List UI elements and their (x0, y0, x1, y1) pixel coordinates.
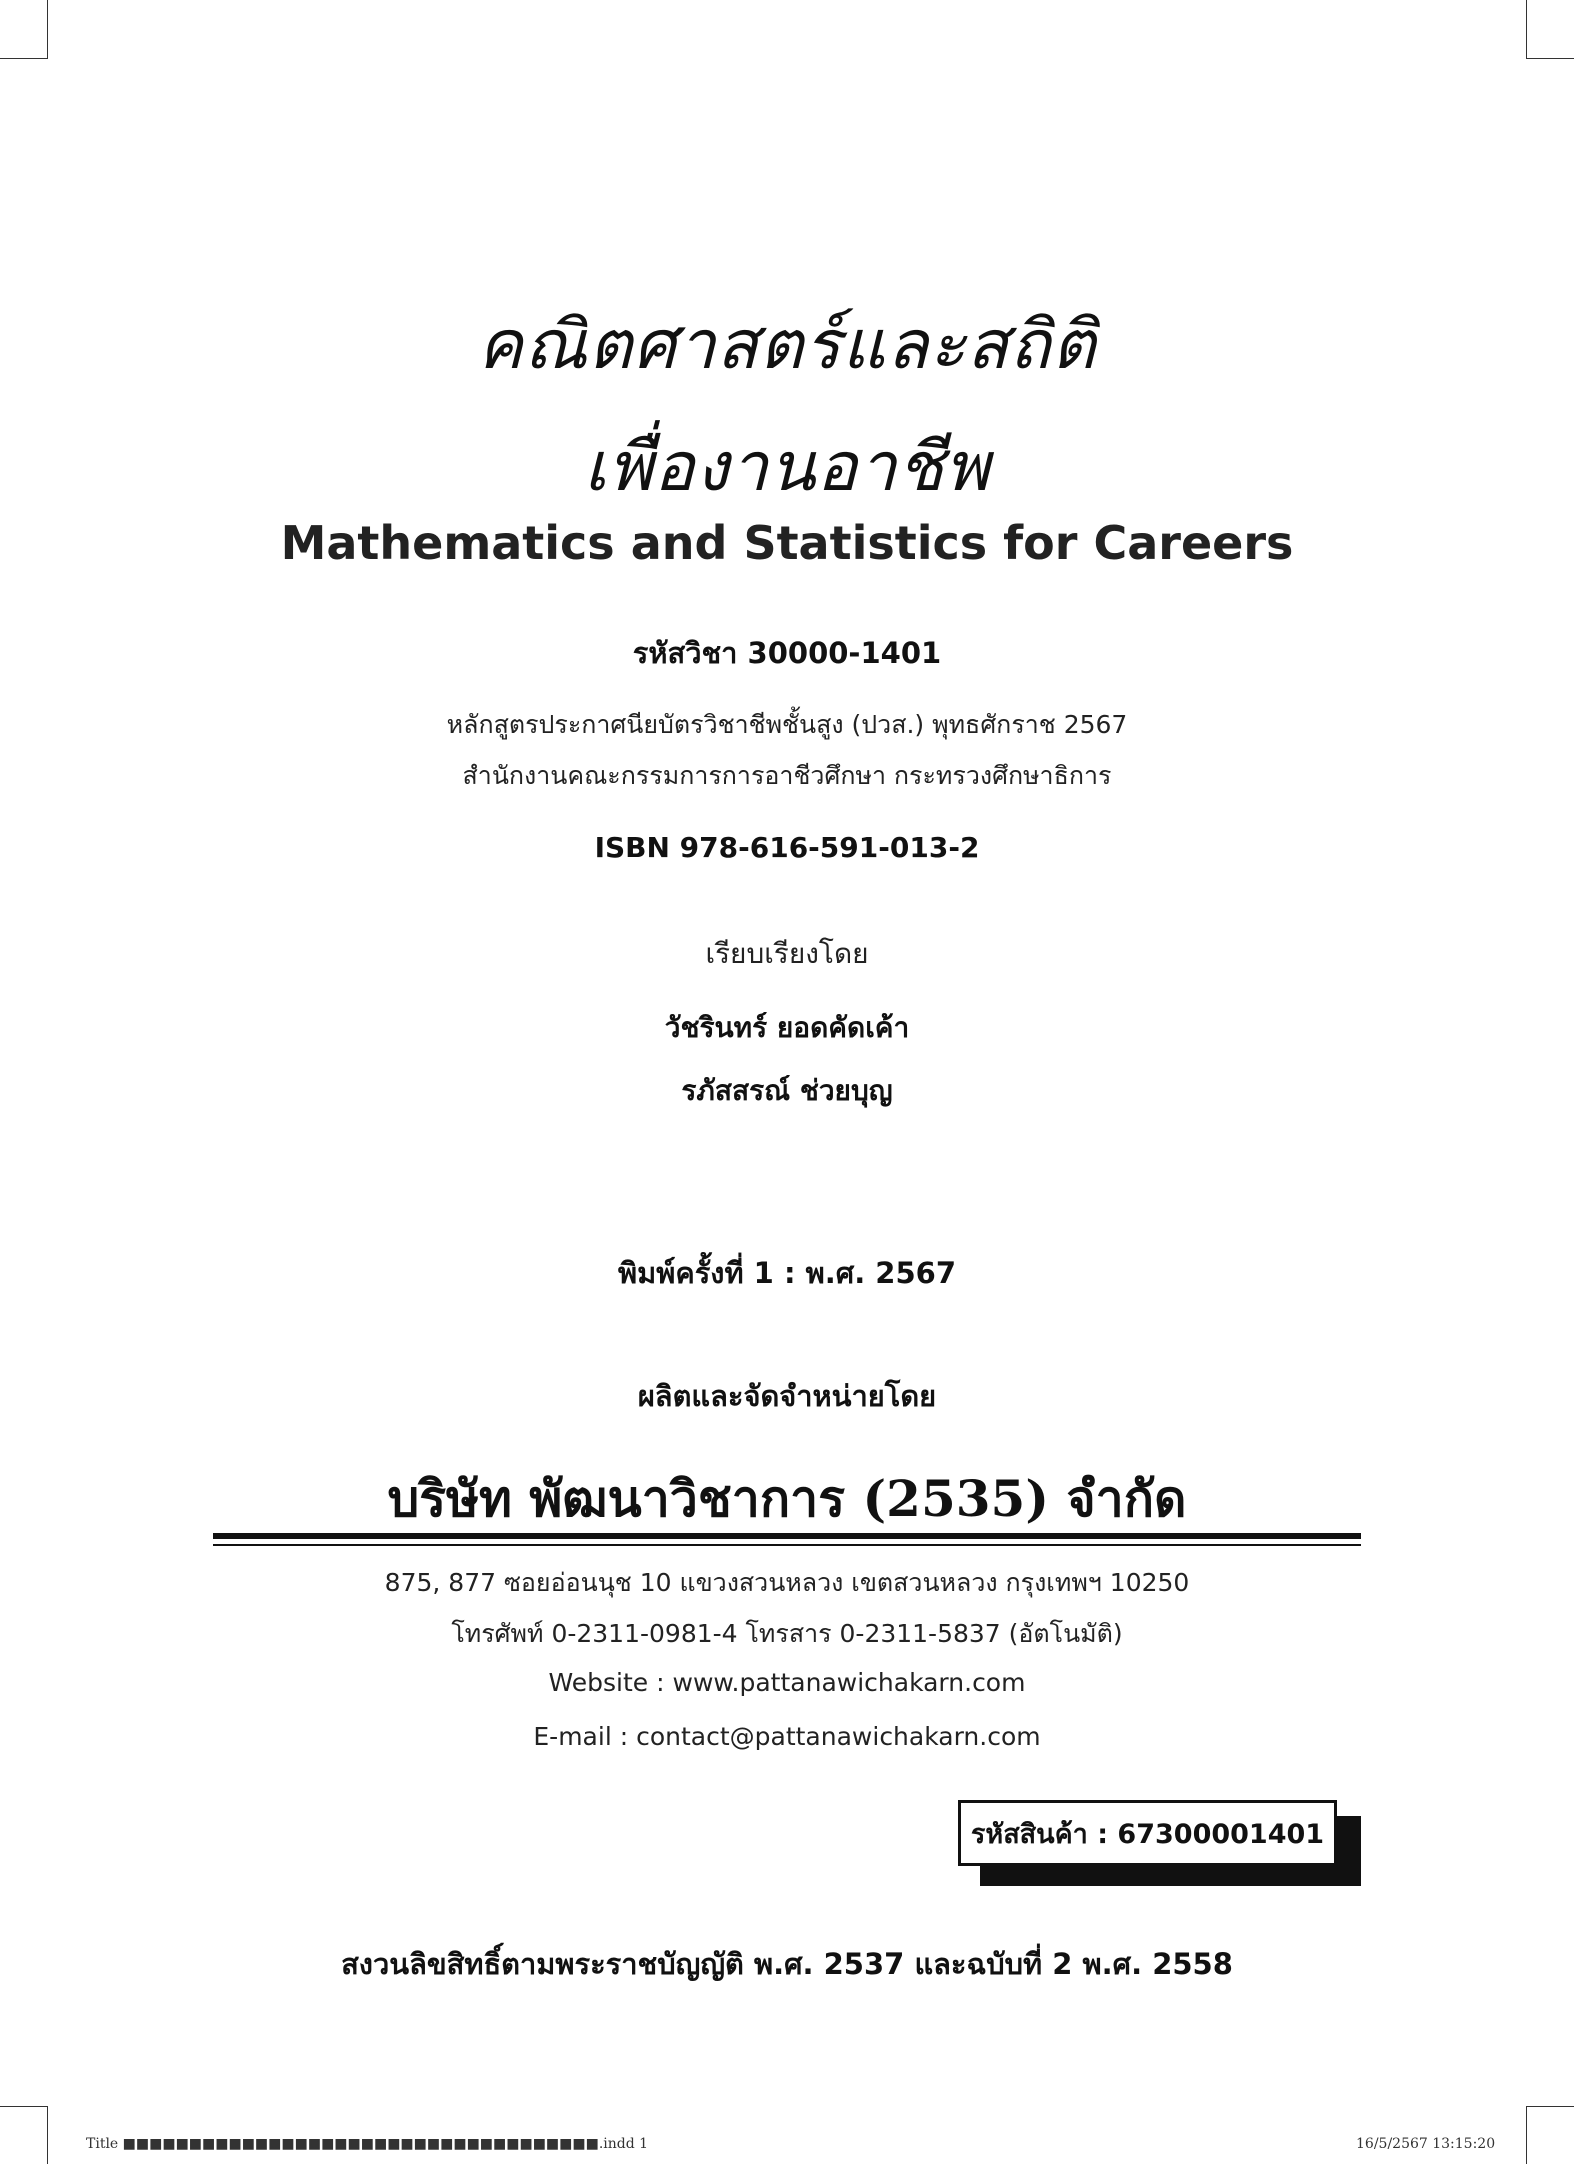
publisher-name: บริษัท พัฒนาวิชาการ (2535) จำกัด (387, 1469, 1187, 1528)
print-slug-timestamp: 16/5/2567 13:15:20 (1356, 2136, 1496, 2152)
title-thai-line-1: คณิตศาสตร์และสถิติ (477, 306, 1097, 385)
crop-mark (47, 0, 48, 58)
copyright-notice: สงวนลิขสิทธิ์ตามพระราชบัญญัติ พ.ศ. 2537 และฉบับที่ 2 พ.ศ. 2558 (341, 1947, 1233, 1981)
course-code: รหัสวิชา 30000-1401 (632, 636, 942, 670)
crop-mark (1526, 2106, 1527, 2164)
product-code: รหัสสินค้า : 67300001401 (970, 1818, 1325, 1850)
publisher-address: 875, 877 ซอยอ่อนนุช 10 แขวงสวนหลวง เขตสวนหลวง กรุงเทพฯ 10250 (384, 1568, 1190, 1597)
authors-label: เรียบเรียงโดย (705, 937, 869, 970)
product-code-box (958, 1800, 1337, 1866)
isbn: ISBN 978-616-591-013-2 (594, 831, 980, 864)
title-thai-line-2: เพื่องานอาชีพ (583, 428, 991, 507)
author-name: วัชรินทร์ ยอดคัดเค้า (664, 1011, 910, 1044)
author-name: รภัสสรณ์ ช่วยบุญ (681, 1074, 893, 1107)
crop-mark (1526, 0, 1527, 58)
publisher-email: E-mail : contact@pattanawichakarn.com (533, 1722, 1041, 1751)
publisher-website: Website : www.pattanawichakarn.com (548, 1668, 1026, 1697)
divider-rule (213, 1544, 1361, 1546)
title-english: Mathematics and Statistics for Careers (280, 516, 1294, 570)
office-text: สำนักงานคณะกรรมการการอาชีวศึกษา กระทรวงศึกษาธิการ (462, 761, 1112, 790)
publisher-label: ผลิตและจัดจำหน่ายโดย (637, 1379, 937, 1413)
curriculum-text: หลักสูตรประกาศนียบัตรวิชาชีพชั้นสูง (ปวส.) พุทธศักราช 2567 (446, 710, 1128, 739)
publisher-phone: โทรศัพท์ 0-2311-0981-4 โทรสาร 0-2311-5837 (อัตโนมัติ) (451, 1619, 1123, 1648)
crop-mark (47, 2106, 48, 2164)
crop-mark (1526, 2106, 1574, 2107)
crop-mark (0, 58, 48, 59)
edition: พิมพ์ครั้งที่ 1 : พ.ศ. 2567 (617, 1256, 957, 1290)
divider-rule (213, 1533, 1361, 1539)
crop-mark (1526, 58, 1574, 59)
print-slug-filename: Title ■■■■■■■■■■■■■■■■■■■■■■■■■■■■■■■■■■■■.indd 1 (86, 2136, 649, 2152)
crop-mark (0, 2106, 48, 2107)
